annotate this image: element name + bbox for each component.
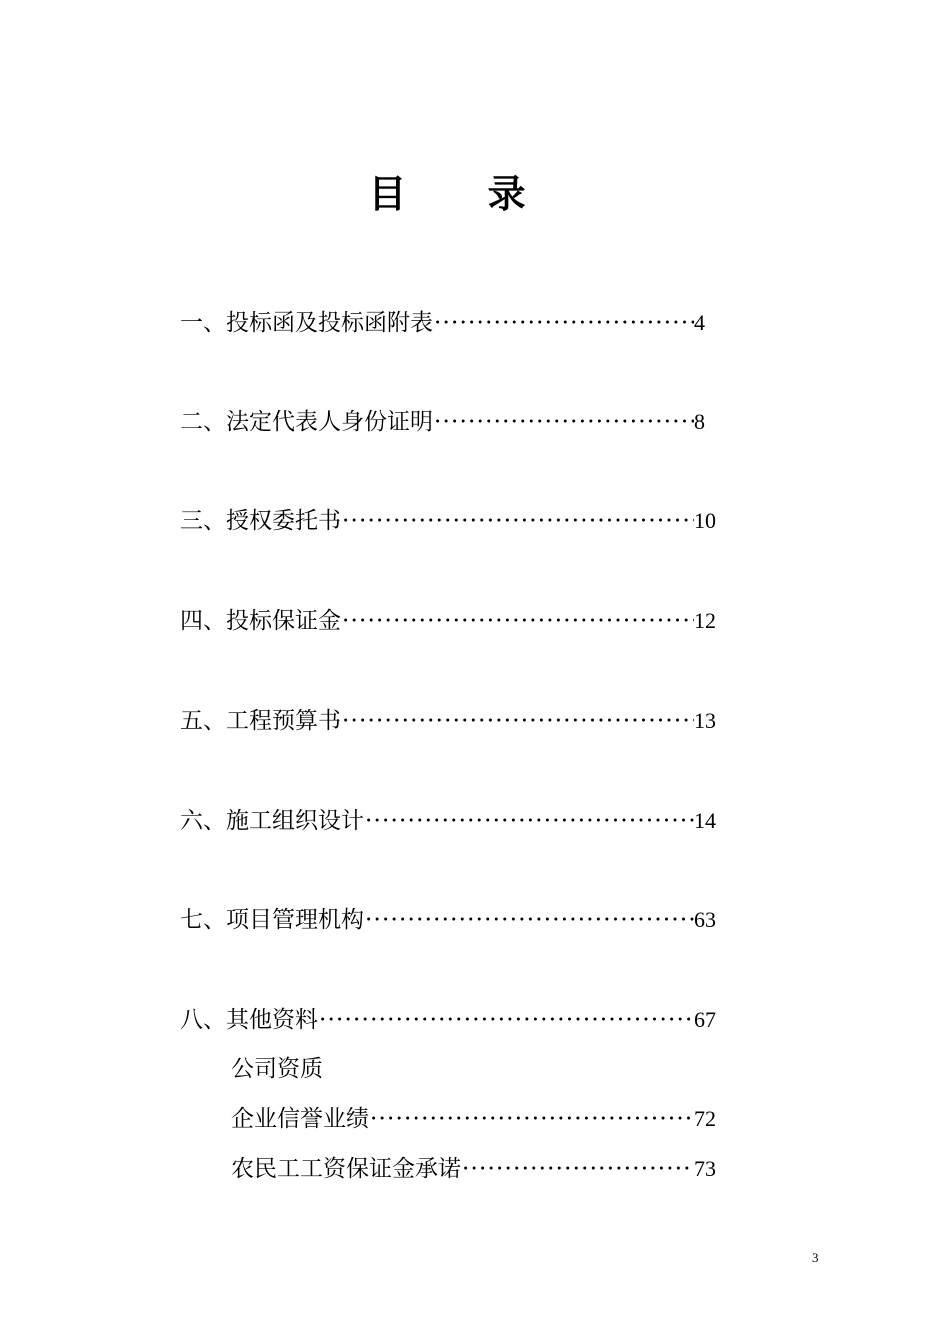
toc-entry[interactable]: [180, 804, 720, 838]
toc-entry-number: 八、: [180, 1007, 226, 1033]
toc-entry-number: 二、: [180, 409, 226, 435]
toc-dot-leader: [365, 903, 694, 937]
toc-entry-page: 12: [694, 608, 716, 633]
toc-entry[interactable]: [180, 604, 720, 638]
toc-dot-leader: [434, 405, 694, 439]
toc-entry-number: 七、: [180, 907, 226, 933]
page-number: 3: [812, 1250, 819, 1265]
toc-sub-entry-label: 农民工工资保证金承诺: [231, 1156, 461, 1182]
toc-entry-label: 其他资料: [226, 1007, 318, 1033]
toc-entry-number: 五、: [180, 708, 226, 734]
toc-entry-number: 一、: [180, 310, 226, 336]
toc-entry-label: 投标函及投标函附表: [226, 310, 433, 336]
toc-sub-entry-label: 企业信誉业绩: [231, 1106, 369, 1132]
toc-sub-entry-page: 72: [694, 1106, 716, 1131]
toc-entry[interactable]: [180, 405, 720, 439]
toc-dot-leader: [434, 306, 694, 340]
toc-dot-leader: [370, 1102, 694, 1136]
toc-entry-page: 63: [694, 907, 716, 932]
toc-dot-leader: [319, 1003, 694, 1037]
toc-entry-label: 施工组织设计: [226, 808, 364, 834]
toc-entry-label: 投标保证金: [226, 608, 341, 634]
toc-entry-page: 4: [694, 310, 705, 335]
toc-dot-leader: [342, 504, 694, 538]
toc-dot-leader: [365, 804, 694, 838]
toc-entry-page: 8: [694, 409, 705, 434]
toc-entry[interactable]: [180, 1003, 720, 1037]
toc-entry-label: 授权委托书: [226, 508, 341, 534]
toc-entry-label: 工程预算书: [226, 708, 341, 734]
toc-entry-page: 13: [694, 708, 716, 733]
toc-dot-leader: [462, 1152, 694, 1186]
toc-entry-page: 14: [694, 808, 716, 833]
toc-dot-leader: [342, 604, 694, 638]
toc-entry-number: 六、: [180, 808, 226, 834]
toc-dot-leader: [342, 704, 694, 738]
toc-entry[interactable]: [180, 504, 720, 538]
toc-sub-entry-label: 公司资质: [231, 1056, 323, 1082]
toc-sub-entry[interactable]: [231, 1152, 720, 1186]
toc-sub-entry[interactable]: [231, 1052, 720, 1086]
toc-entry-number: 三、: [180, 508, 226, 534]
toc-entry[interactable]: [180, 704, 720, 738]
toc-entry[interactable]: [180, 903, 720, 937]
toc-sub-entry[interactable]: [231, 1102, 720, 1136]
toc-entry-number: 四、: [180, 608, 226, 634]
toc-entry-label: 法定代表人身份证明: [226, 409, 433, 435]
toc-entry[interactable]: [180, 306, 720, 340]
toc-sub-entry-page: 73: [694, 1156, 716, 1181]
page-title: 目 录: [368, 172, 560, 216]
toc-entry-page: 67: [694, 1007, 716, 1032]
toc-entry-page: 10: [694, 508, 716, 533]
toc-entry-label: 项目管理机构: [226, 907, 364, 933]
